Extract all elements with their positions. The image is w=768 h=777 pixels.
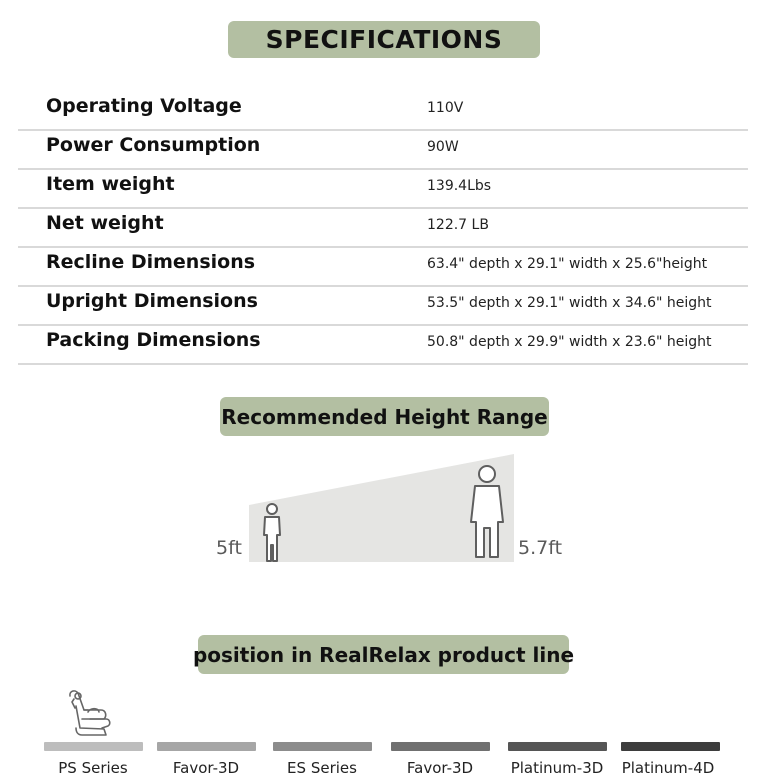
- spec-value: 90W: [427, 139, 459, 155]
- spec-row-operating-voltage: [18, 90, 748, 131]
- spec-label: Operating Voltage: [46, 95, 242, 117]
- product-line-bar: [621, 742, 720, 751]
- product-line-bar: [391, 742, 490, 751]
- spec-label: Net weight: [46, 212, 164, 234]
- spec-label: Item weight: [46, 173, 175, 195]
- spec-row-recline-dimensions: [18, 246, 748, 287]
- spec-value: 53.5" depth x 29.1" width x 34.6" height: [427, 295, 712, 311]
- product-line-label: Platinum-3D: [510, 759, 604, 777]
- product-line-label: ES Series: [287, 759, 357, 777]
- spec-row-net-weight: [18, 207, 748, 248]
- spec-value: 63.4" depth x 29.1" width x 25.6"height: [427, 256, 708, 272]
- product-line-label: PS Series: [58, 759, 128, 777]
- product-line-label: Favor-3D: [172, 759, 240, 777]
- spec-label: Recline Dimensions: [46, 251, 256, 273]
- product-line-bar: [508, 742, 607, 751]
- spec-row-upright-dimensions: [18, 285, 748, 326]
- product-line-bar: [157, 742, 256, 751]
- spec-row-item-weight: [18, 168, 748, 209]
- product-line-label: Favor-3D: [406, 759, 474, 777]
- spec-value: 50.8" depth x 29.9" width x 23.6" height: [427, 334, 712, 350]
- spec-row-packing-dimensions: [18, 324, 748, 365]
- specifications-title: SPECIFICATIONS: [228, 21, 540, 58]
- product-line-label: Platinum-4D: [621, 759, 715, 777]
- massage-chair-icon: [66, 688, 116, 738]
- height-max-label: 5.7ft: [518, 537, 563, 559]
- spec-row-power-consumption: [18, 129, 748, 170]
- spec-value: 122.7 LB: [427, 217, 489, 233]
- product-line-bar: [44, 742, 143, 751]
- spec-label: Packing Dimensions: [46, 329, 261, 351]
- height-min-label: 5ft: [216, 537, 242, 559]
- height-range-title: Recommended Height Range: [220, 397, 549, 436]
- spec-label: Power Consumption: [46, 134, 261, 156]
- spec-value: 139.4Lbs: [427, 178, 492, 194]
- spec-label: Upright Dimensions: [46, 290, 258, 312]
- product-line-bar: [273, 742, 372, 751]
- spec-value: 110V: [427, 100, 464, 116]
- product-line-title: position in RealRelax product line: [198, 635, 569, 674]
